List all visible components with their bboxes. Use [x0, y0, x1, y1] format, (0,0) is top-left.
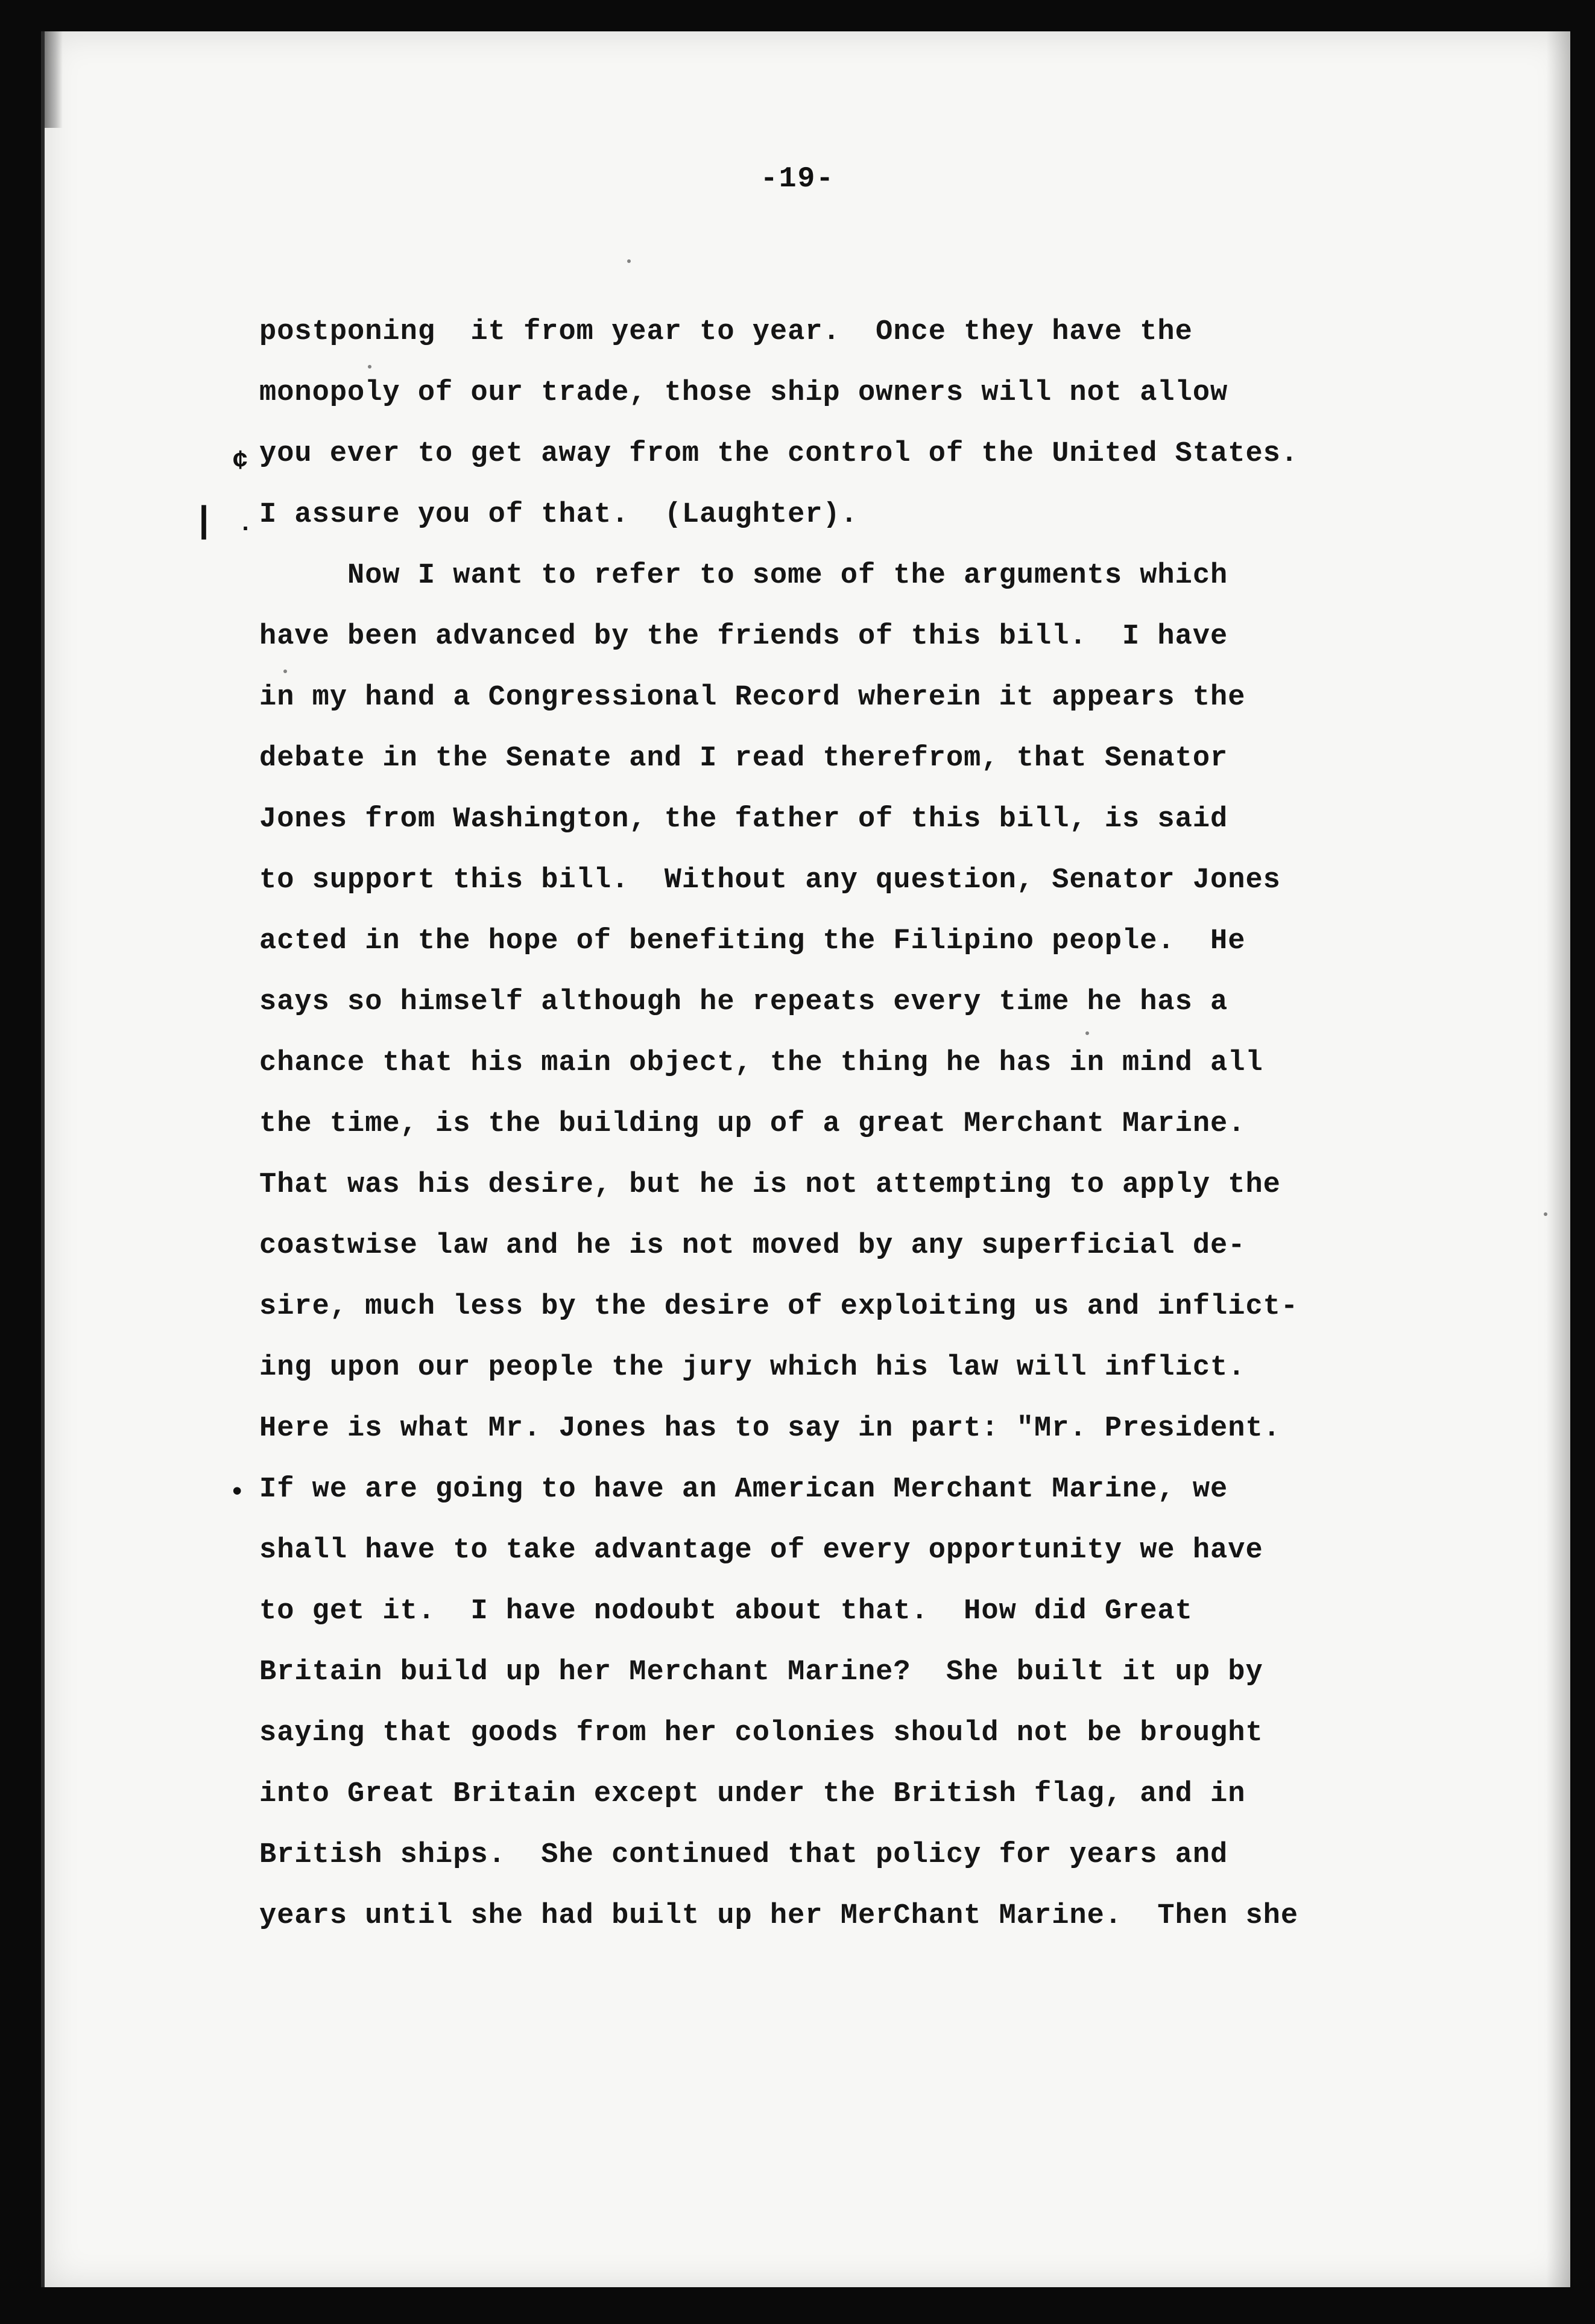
scan-speck [368, 365, 371, 369]
text-line: coastwise law and he is not moved by any superficial de- [259, 1230, 1246, 1262]
text-line: debate in the Senate and I read therefrom, that Senator [259, 742, 1228, 774]
scan-speck [627, 259, 631, 263]
text-line: in my hand a Congressional Record wherein it appears the [259, 682, 1246, 714]
text-line: to support this bill. Without any question, Senator Jones [259, 864, 1281, 896]
text-line: saying that goods from her colonies should not be brought [259, 1717, 1263, 1749]
text-line: chance that his main object, the thing he has in mind all [259, 1047, 1263, 1079]
text-line: ing upon our people the jury which his law will inflict. [259, 1352, 1246, 1384]
text-line: postponing it from year to year. Once they have the [259, 316, 1193, 348]
text-line: shall have to take advantage of every opportunity we have [259, 1534, 1263, 1566]
text-line: That was his desire, but he is not attempting to apply the [259, 1169, 1281, 1201]
page-number: -19- [760, 163, 835, 195]
text-line: British ships. She continued that policy for years and [259, 1839, 1228, 1871]
text-line: the time, is the building up of a great Merchant Marine. [259, 1108, 1246, 1140]
scan-speck [1085, 1031, 1089, 1035]
text-line: says so himself although he repeats every time he has a [259, 986, 1228, 1018]
text-line: into Great Britain except under the British flag, and in [259, 1778, 1246, 1810]
text-line: If we are going to have an American Merchant Marine, we [259, 1474, 1228, 1506]
text-line: Jones from Washington, the father of this bill, is said [259, 803, 1228, 835]
body-text [259, 302, 1459, 1946]
margin-mark-bar: | [193, 502, 215, 543]
fold-mark [45, 31, 63, 128]
text-line: acted in the hope of benefiting the Filipino people. He [259, 925, 1246, 957]
text-line: years until she had built up her MerChant Marine. Then she [259, 1900, 1299, 1932]
text-line: Now I want to refer to some of the arguments which [259, 560, 1228, 592]
text-line: have been advanced by the friends of this bill. I have [259, 621, 1228, 653]
margin-mark-dot: • [229, 1478, 245, 1508]
text-line: monopoly of our trade, those ship owners will not allow [259, 377, 1228, 409]
margin-mark-dot: · [238, 516, 253, 543]
scan-speck [1544, 1212, 1547, 1216]
text-line: I assure you of that. (Laughter). [259, 499, 858, 531]
paper-edge-shadow [1546, 31, 1570, 2287]
text-line: you ever to get away from the control of the United States. [259, 438, 1299, 470]
text-line: Here is what Mr. Jones has to say in part: "Mr. President. [259, 1413, 1281, 1445]
text-line: sire, much less by the desire of exploiting us and inflict- [259, 1291, 1299, 1323]
text-line: to get it. I have nodoubt about that. How did Great [259, 1595, 1193, 1627]
margin-mark-hook: ¢ [232, 446, 248, 477]
text-line: Britain build up her Merchant Marine? She built it up by [259, 1656, 1263, 1688]
scan-speck [283, 670, 287, 673]
